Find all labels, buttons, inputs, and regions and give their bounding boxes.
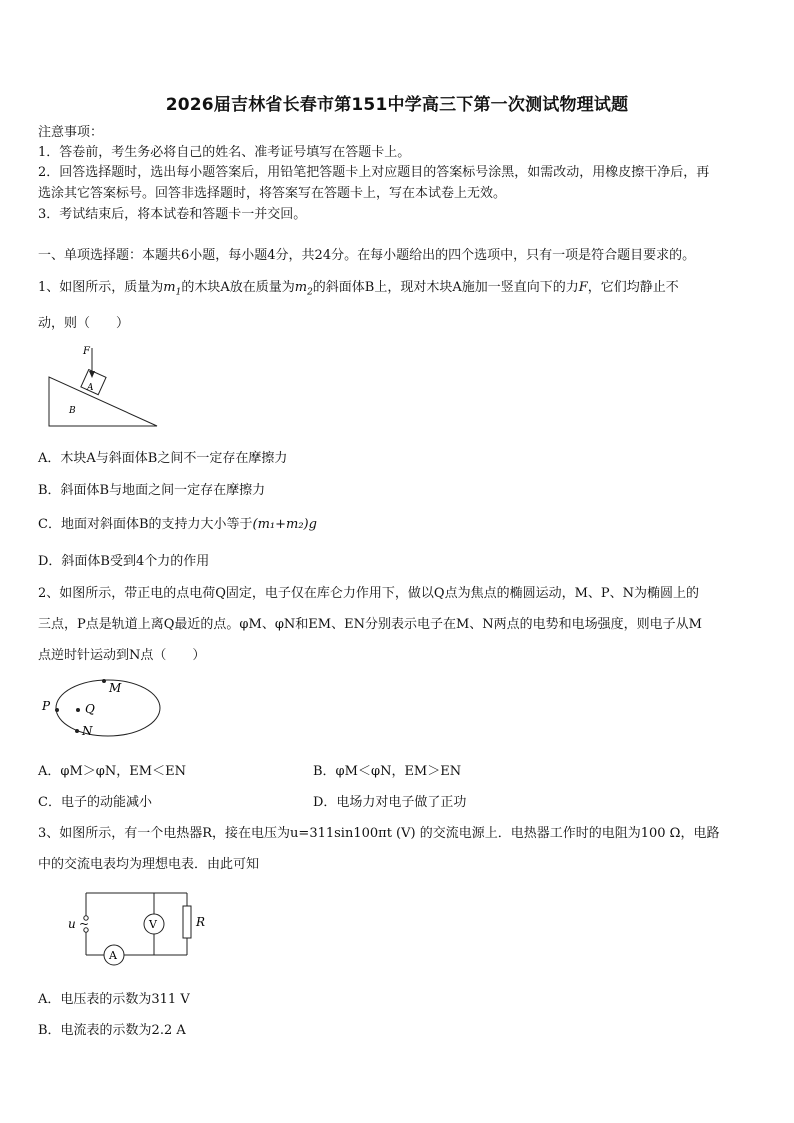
resistor (183, 906, 191, 938)
q3-option-a: A．电压表的示数为311 V (38, 992, 190, 1007)
q1-option-d: D．斜面体B受到4个力的作用 (38, 554, 210, 569)
point-p (55, 708, 59, 712)
label-ammeter: A (109, 949, 117, 962)
label-n: N (82, 724, 93, 738)
q3-stem-line1: 3、如图所示，有一个电热器R，接在电压为u=311sin100πt (V) 的交流电源上．电热器工作时的电阻为100 Ω，电路 (38, 826, 720, 841)
q2-option-a: A．φM＞φN，EM＜EN (38, 764, 186, 779)
q1-option-c-formula: (m₁+m₂)g (252, 517, 317, 532)
q2-stem-line1: 2、如图所示，带正电的点电荷Q固定，电子仅在库仑力作用下，做以Q点为焦点的椭圆运动，M、P、N为椭圆上的 (38, 586, 700, 601)
notice-heading: 注意事项： (38, 125, 104, 140)
q1-stem-b: 的木块A放在质量为 (181, 280, 295, 295)
q1-option-b: B．斜面体B与地面之间一定存在摩擦力 (38, 483, 266, 498)
point-q (76, 708, 80, 712)
label-f: F (83, 346, 90, 357)
q1-stem-line1 (38, 276, 679, 298)
q3-stem-line2: 中的交流电表均为理想电表．由此可知 (38, 857, 260, 872)
q1-option-a: A．木块A与斜面体B之间不一定存在摩擦力 (38, 451, 288, 466)
q3-option-b: B．电流表的示数为2.2 A (38, 1023, 186, 1038)
q2-ellipse-figure (38, 675, 168, 745)
q1-option-c (38, 513, 317, 532)
notice-item-3: 3．考试结束后，将本试卷和答题卡一并交回。 (38, 207, 307, 222)
notice-item-2: 2．回答选择题时，选出每小题答案后，用铅笔把答题卡上对应题目的答案标号涂黑，如需改动，用橡皮擦干净后，再 (38, 165, 710, 180)
q1-option-c-text: C．地面对斜面体B的支持力大小等于 (38, 517, 253, 532)
q1-stem-a: 1、如图所示，质量为 (38, 280, 164, 295)
label-ac-tilde: ~ (79, 917, 90, 931)
q1-m2: $m_2$ (294, 280, 313, 298)
notice-item-2-cont: 选涂其它答案标号。回答非选择题时，将答案写在答题卡上，写在本试卷上无效。 (38, 186, 507, 201)
label-v: V (149, 918, 157, 931)
label-u: u (68, 917, 76, 931)
page-title: 2026届吉林省长春市第151中学高三下第一次测试物理试题 (165, 95, 629, 115)
section-heading: 一、单项选择题：本题共6小题，每小题4分，共24分。在每小题给出的四个选项中，只有一项是符合题目要求的。 (38, 248, 696, 263)
label-r: R (196, 915, 206, 929)
point-m (102, 679, 106, 683)
q1-m1: $m_1$ (163, 280, 182, 298)
point-n (75, 729, 79, 733)
q1-stem-line2: 动，则（ ） (38, 316, 130, 331)
q2-option-b: B．φM＜φN，EM＞EN (313, 764, 462, 779)
notice-item-1: 1．答卷前，考生务必将自己的姓名、准考证号填写在答题卡上。 (38, 145, 411, 160)
orbit-ellipse (56, 680, 160, 736)
q2-stem-line3: 点逆时针运动到N点（ ） (38, 648, 206, 663)
q2-option-c: C．电子的动能减小 (38, 795, 152, 810)
label-m: M (109, 681, 122, 695)
label-b: B (69, 406, 76, 416)
q2-stem-line2: 三点，P点是轨道上离Q最近的点。φM、φN和EM、EN分别表示电子在M、N两点的电势和电场强度，则电子从M (38, 617, 702, 632)
label-p: P (42, 699, 51, 713)
q1-stem-c: 的斜面体B上，现对木块A施加一竖直向下的力 (312, 280, 579, 295)
label-q: Q (85, 702, 95, 716)
q1-force: F (578, 280, 588, 295)
q1-stem-d: ，它们均静止不 (587, 280, 679, 295)
q2-option-d: D．电场力对电子做了正功 (313, 795, 467, 810)
label-a: A (87, 383, 94, 393)
q1-incline-figure (40, 340, 170, 435)
q3-circuit-figure (62, 883, 222, 973)
